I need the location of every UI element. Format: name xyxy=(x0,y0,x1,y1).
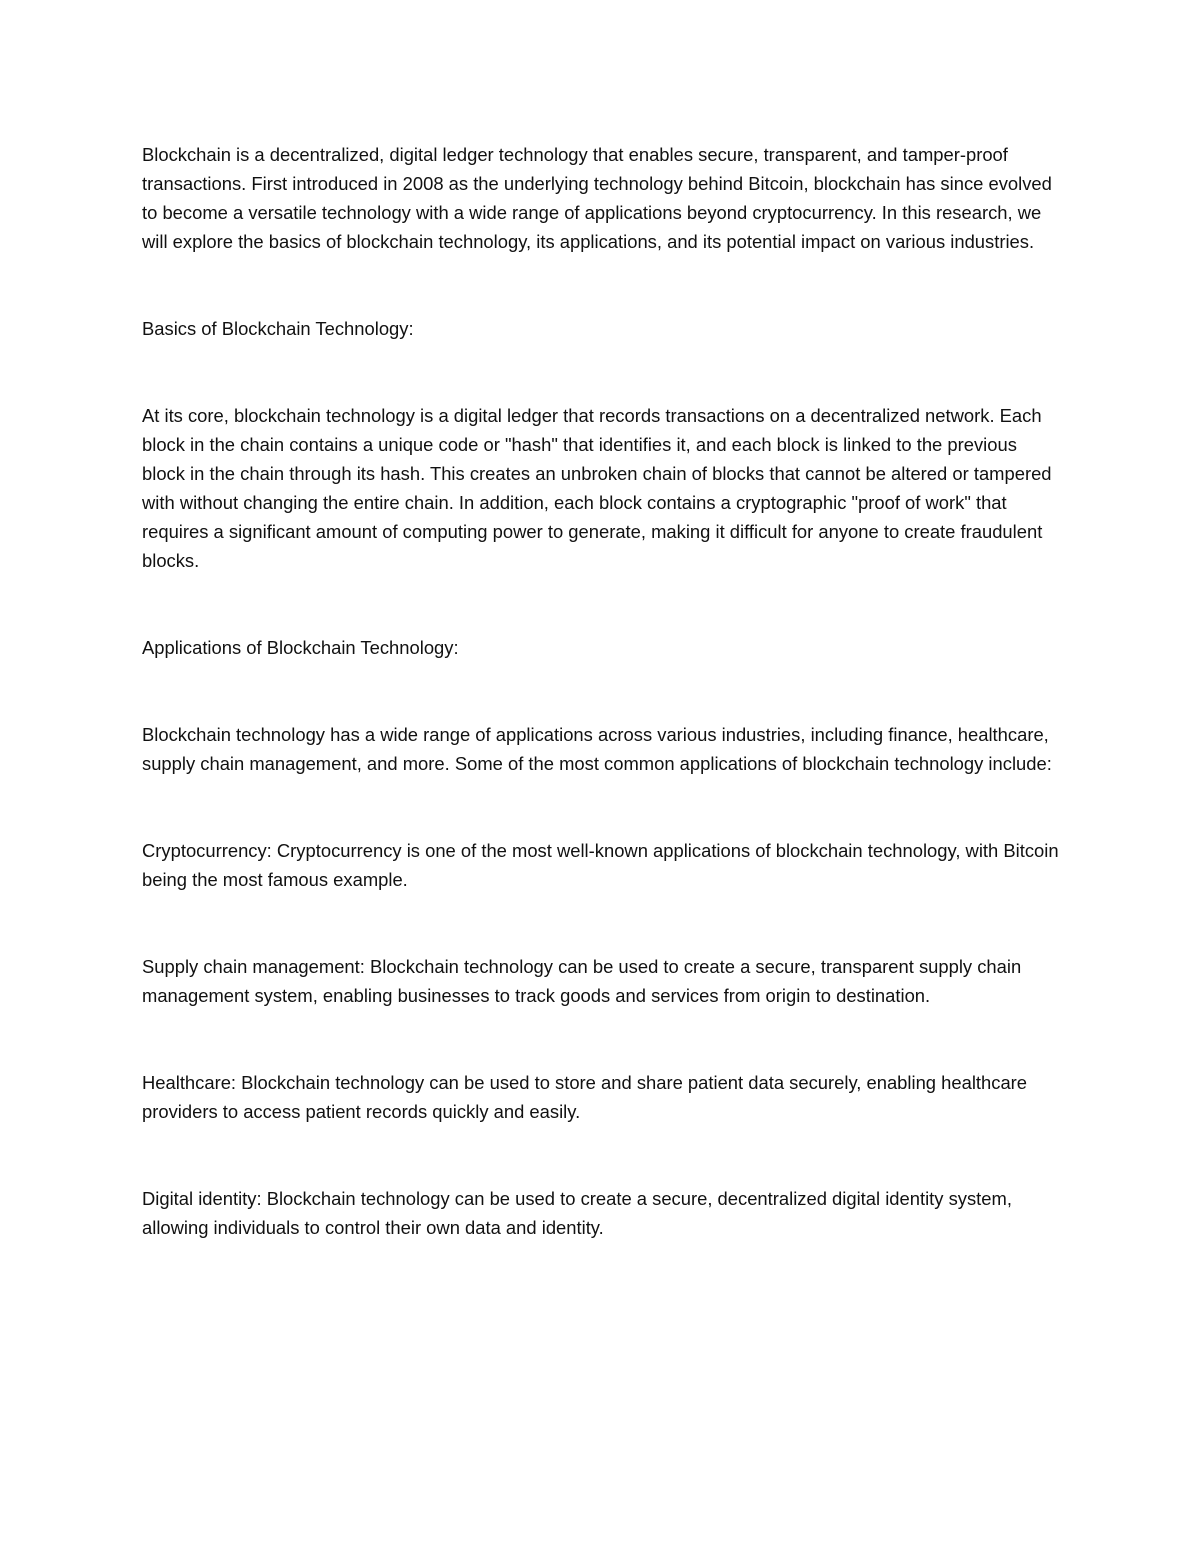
basics-paragraph: At its core, blockchain technology is a digital ledger that records transactions on a decentralized network. Each block in the chain contains a unique code or "hash" that identifies it, and each block is linked to the previous block in the chain through its hash. This creates an unbroken chain of blocks that cannot be altered or tampered with without changing the entire chain. In addition, each block contains a cryptographic "proof of work" that requires a significant amount of computing power to generate, making it difficult for anyone to create fraudulent blocks. xyxy=(142,405,1052,571)
application-item-cryptocurrency: Cryptocurrency: Cryptocurrency is one of the most well-known applications of blockchain technology, with Bitcoin being the most famous example. xyxy=(142,840,1059,890)
application-item-digital-identity: Digital identity: Blockchain technology can be used to create a secure, decentralized digital identity system, allowing individuals to control their own data and identity. xyxy=(142,1188,1012,1238)
applications-paragraph: Blockchain technology has a wide range of applications across various industries, including finance, healthcare, supply chain management, and more. Some of the most common applications of blockchain technology include: xyxy=(142,724,1052,774)
application-item-healthcare: Healthcare: Blockchain technology can be used to store and share patient data securely, enabling healthcare providers to access patient records quickly and easily. xyxy=(142,1072,1028,1122)
section-heading-applications: Applications of Blockchain Technology: xyxy=(142,637,459,658)
document-body xyxy=(142,140,1062,1242)
application-item-supply-chain: Supply chain management: Blockchain technology can be used to create a secure, transparent supply chain management system, enabling businesses to track goods and services from origin to destination. xyxy=(142,956,1022,1006)
intro-paragraph: Blockchain is a decentralized, digital ledger technology that enables secure, transparent, and tamper-proof transactions. First introduced in 2008 as the underlying technology behind Bitcoin, blockchain has since evolved to become a versatile technology with a wide range of applications beyond cryptocurrency. In this research, we will explore the basics of blockchain technology, its applications, and its potential impact on various industries. xyxy=(142,144,1052,252)
section-heading-basics: Basics of Blockchain Technology: xyxy=(142,318,414,339)
